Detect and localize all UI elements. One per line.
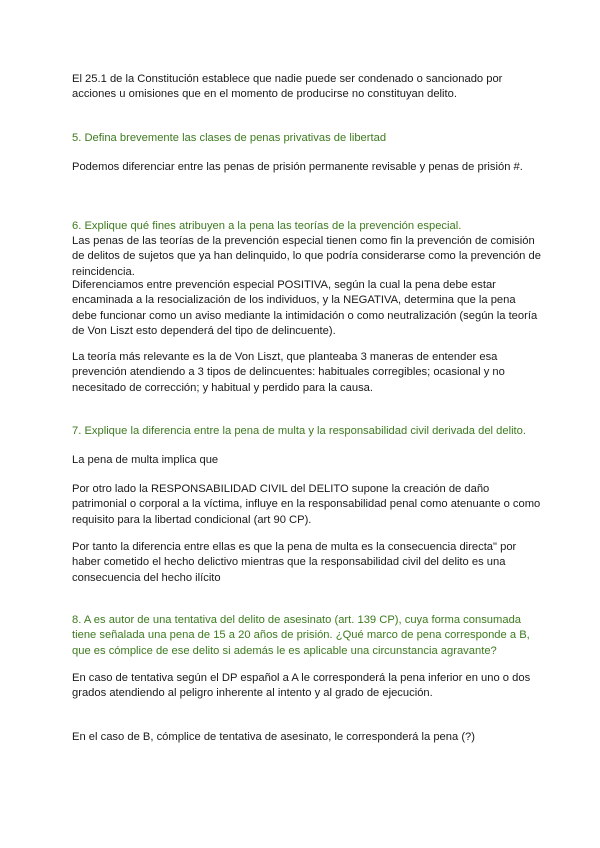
- question-7: 7. Explique la diferencia entre la pena de multa y la responsabilidad civil derivada del delito.: [72, 425, 526, 437]
- answer-6-paragraph-2: Diferenciamos entre prevención especial POSITIVA, según la cual la pena debe estar encaminada a la resocialización de los individuos, y la NEGATIVA, determina que la pena debe funcionar como un aviso mediante la intimidación o como neutralización (según la teoría de Von Liszt esto dependerá del tipo de delincuente).: [72, 279, 538, 338]
- answer-5: Podemos diferenciar entre las penas de prisión permanente revisable y penas de prisión #.: [72, 161, 523, 173]
- answer-6-paragraph-1: Las penas de las teorías de la prevención especial tienen como fin la prevención de comisión de delitos de sujetos que ya han delinquido, lo que podría considerarse como la prevención de reincidencia.: [72, 235, 541, 278]
- answer-6-paragraph-3: La teoría más relevante es la de Von Liszt, que planteaba 3 maneras de entender esa prevención atendiendo a 3 tipos de delincuentes: habituales corregibles; ocasional y no necesitado de corrección; y habitual y perdido para la causa.: [72, 351, 505, 394]
- answer-8-paragraph-2: En el caso de B, cómplice de tentativa de asesinato, le corresponderá la pena (?): [72, 731, 475, 743]
- answer-7-paragraph-1: La pena de multa implica que: [72, 454, 219, 466]
- question-5: 5. Defina brevemente las clases de penas privativas de libertad: [72, 132, 387, 144]
- question-8: 8. A es autor de una tentativa del delito de asesinato (art. 139 CP), cuya forma consumada tiene señalada una pena de 15 a 20 años de prisión. ¿Qué marco de pena corresponde a B, que es cómplice de ese delito si además le es aplicable una circunstancia agravante?: [72, 614, 530, 657]
- answer-8-paragraph-1: En caso de tentativa según el DP español a A le corresponderá la pena inferior en uno o dos grados atendiendo al peligro inherente al intento y al grado de ejecución.: [72, 672, 531, 700]
- answer-7-paragraph-2: Por otro lado la RESPONSABILIDAD CIVIL del DELITO supone la creación de daño patrimonial o corporal a la víctima, influye en la responsabilidad penal como atenuante o como requisito para la libertad condicional (art 90 CP).: [72, 483, 541, 526]
- question-6: 6. Explique qué fines atribuyen a la pena las teorías de la prevención especial.: [72, 220, 462, 232]
- answer-7-paragraph-3: Por tanto la diferencia entre ellas es que la pena de multa es la consecuencia directa" por haber cometido el hecho delictivo mientras que la responsabilidad civil del delito es una consecuencia del hecho ilícito: [72, 541, 517, 584]
- intro-paragraph: El 25.1 de la Constitución establece que nadie puede ser condenado o sancionado por acciones u omisiones que en el momento de producirse no constituyan delito.: [72, 73, 503, 101]
